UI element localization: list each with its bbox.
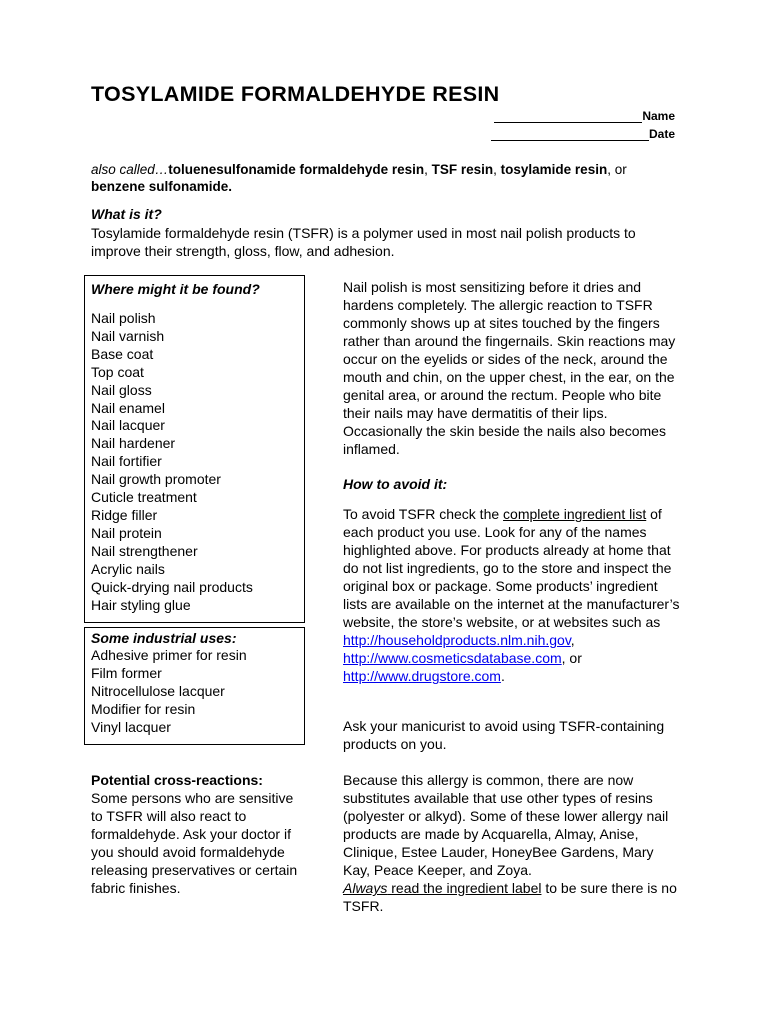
- cross-reactions: [91, 771, 306, 897]
- list-item: Nail protein: [91, 524, 162, 541]
- always-term: Always: [343, 880, 388, 896]
- what-is-it-heading: What is it?: [91, 206, 162, 222]
- list-item: Hair styling glue: [91, 596, 191, 613]
- cross-reactions-text: Some persons who are sensitive to TSFR will also react to formaldehyde. Ask your doctor if you should avoid formaldehyde releasing preservatives or certain fabric finishes.: [91, 790, 298, 896]
- list-item: Vinyl lacquer: [91, 718, 171, 735]
- householdproducts-link[interactable]: http://householdproducts.nlm.nih.gov: [343, 632, 571, 648]
- avoid-text-a: To avoid TSFR check the: [343, 506, 504, 522]
- list-item: Cuticle treatment: [91, 489, 197, 506]
- substitutes-paragraph: [343, 771, 683, 915]
- name-field[interactable]: [494, 107, 675, 123]
- alias-1: toluenesulfonamide formaldehyde resin: [168, 162, 425, 177]
- industrial-uses-box: [84, 627, 305, 745]
- where-found-box: [84, 275, 305, 623]
- ingredient-list-term: complete ingredient list: [503, 506, 647, 522]
- industrial-uses-list: [91, 647, 304, 737]
- list-item: Film former: [91, 664, 162, 681]
- read-label-term: read the ingredient label: [387, 880, 542, 896]
- list-item: Nail fortifier: [91, 453, 162, 470]
- page-title: TOSYLAMIDE FORMALDEHYDE RESIN: [91, 82, 500, 106]
- name-label: Name: [642, 109, 675, 123]
- url-sep-2: , or: [561, 650, 582, 666]
- list-item: Ridge filler: [91, 506, 158, 523]
- substitutes-text: Because this allergy is common, there are now substitutes available that use other types of resins (polyester or alkyd). Some of these lower allergy nail products are made by Acquarella, Almay, Anise, Clinique, Estee Lauder, HoneyBee Gardens, Mary Kay, Peace Keeper, and Zoya.: [343, 772, 669, 878]
- alias-2: TSF resin: [431, 162, 494, 177]
- url-sep-1: ,: [570, 632, 575, 648]
- list-item: Adhesive primer for resin: [91, 647, 247, 663]
- list-item: Acrylic nails: [91, 560, 165, 577]
- alias-sep-2: ,: [493, 162, 501, 177]
- also-called-prefix: also called…: [91, 162, 169, 177]
- avoid-text-b: of each product you use. Look for any of the names highlighted above. For products already at home that do not list ingredients, go to the store and inspect the original box or package. Some products’ ingredient lists are available on the internet at the manufacturer’s website, the store’s website, or at websites such as: [343, 506, 680, 630]
- list-item: Nail enamel: [91, 399, 165, 416]
- list-item: Top coat: [91, 363, 144, 380]
- list-item: Nail lacquer: [91, 417, 165, 434]
- date-line[interactable]: [491, 128, 649, 141]
- list-item: Nail gloss: [91, 381, 152, 398]
- list-item: Nail varnish: [91, 327, 165, 344]
- alias-3: tosylamide resin: [500, 162, 608, 177]
- alias-sep-3: , or: [607, 162, 627, 177]
- url-end: .: [500, 668, 505, 684]
- list-item: Nail strengthener: [91, 542, 198, 559]
- where-found-heading: Where might it be found?: [91, 281, 260, 297]
- alias-4: benzene sulfonamide.: [91, 179, 233, 194]
- cosmeticsdatabase-link[interactable]: http://www.cosmeticsdatabase.com: [343, 650, 562, 666]
- substitutes-end: to be sure there is no TSFR.: [343, 880, 677, 914]
- cross-reactions-heading: Potential cross-reactions:: [91, 772, 263, 788]
- also-called: [91, 161, 681, 195]
- list-item: Nitrocellulose lacquer: [91, 682, 225, 699]
- list-item: Quick-drying nail products: [91, 578, 253, 595]
- sensitizing-paragraph: Nail polish is most sensitizing before it dries and hardens completely. The allergic reaction to TSFR commonly shows up at sites touched by the fingers rather than around the fingernails. Skin reactions may occur on the eyelids or sides of the neck, around the mouth and chin, on the upper chest, in the ear, on the genital area, or around the rectum. People who bite their nails may have dermatitis of their lips. Occasionally the skin beside the nails also becomes inflamed.: [343, 279, 676, 457]
- drugstore-link[interactable]: http://www.drugstore.com: [343, 668, 501, 684]
- list-item: Nail growth promoter: [91, 471, 221, 488]
- avoid-paragraph: [343, 505, 683, 685]
- where-found-list: [91, 310, 304, 614]
- list-item: Nail polish: [91, 310, 156, 326]
- alias-sep-1: ,: [424, 162, 432, 177]
- list-item: Nail hardener: [91, 435, 176, 452]
- how-to-avoid-heading: How to avoid it:: [343, 476, 448, 492]
- what-is-it-text: Tosylamide formaldehyde resin (TSFR) is a polymer used in most nail polish products to improve their strength, gloss, flow, and adhesion.: [91, 225, 636, 259]
- date-field[interactable]: [491, 125, 675, 141]
- list-item: Modifier for resin: [91, 700, 196, 717]
- date-label: Date: [648, 127, 675, 141]
- industrial-uses-heading: Some industrial uses:: [91, 630, 237, 646]
- name-line[interactable]: [494, 110, 642, 123]
- list-item: Base coat: [91, 345, 154, 362]
- manicurist-paragraph: Ask your manicurist to avoid using TSFR-containing products on you.: [343, 718, 665, 752]
